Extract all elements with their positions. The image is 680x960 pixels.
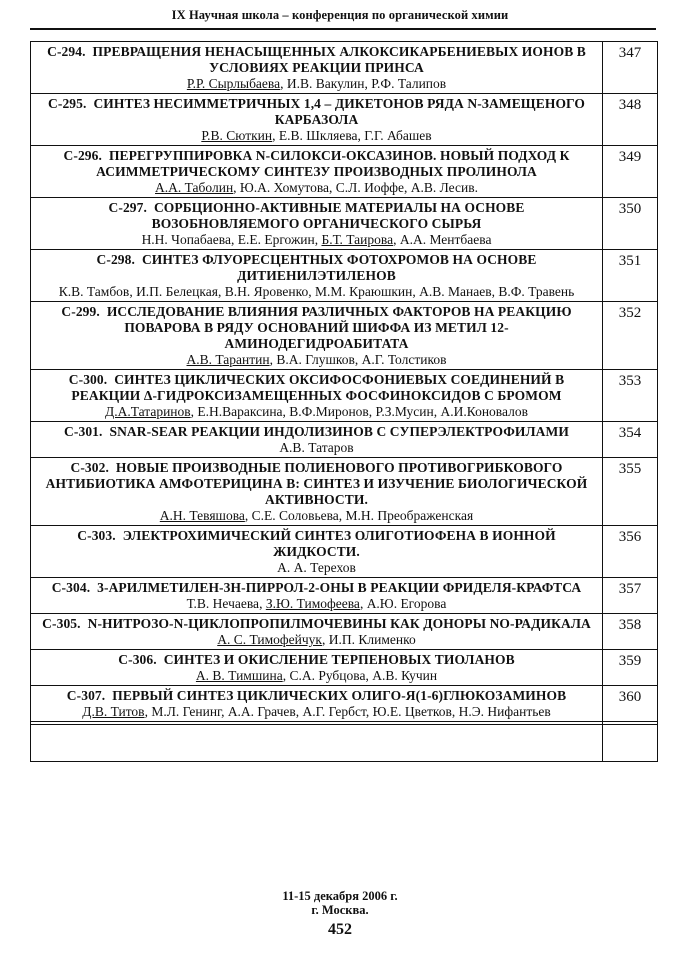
- author-name: Е.Е. Ергожин: [237, 232, 315, 247]
- entry-code: С-302.: [70, 460, 109, 475]
- author-name: С.А. Рубцова: [289, 668, 366, 683]
- entry-cell: [31, 686, 603, 722]
- author-name: И.В. Вакулин: [286, 76, 365, 91]
- entry-title-text: ПЕРВЫЙ СИНТЕЗ ЦИКЛИЧЕСКИХ ОЛИГО-Я(1-6)ГЛЮКОЗАМИНОВ: [112, 688, 567, 703]
- contents-row: [31, 370, 658, 422]
- contents-row: [31, 614, 658, 650]
- author-name: А.А. Таболин: [155, 180, 234, 195]
- entry-title: [31, 526, 602, 560]
- entry-title: [31, 198, 602, 232]
- author-name: А.В. Татаров: [279, 440, 354, 455]
- author-name: А.И.Коновалов: [440, 404, 528, 419]
- entry-code: С-299.: [61, 304, 100, 319]
- contents-row: [31, 650, 658, 686]
- entry-title: [31, 578, 602, 596]
- entry-title-text: ПРЕВРАЩЕНИЯ НЕНАСЫЩЕННЫХ АЛКОКСИКАРБЕНИЕВЫХ ИОНОВ В УСЛОВИЯХ РЕАКЦИИ ПРИНСА: [92, 44, 586, 75]
- entry-authors: Д.А.Татаринов, Е.Н.Вараксина, В.Ф.Миронов, Р.З.Мусин, А.И.Коновалов: [105, 404, 528, 419]
- entry-title-text: СИНТЕЗ ЦИКЛИЧЕСКИХ ОКСИФОСФОНИЕВЫХ СОЕДИНЕНИЙ В РЕАКЦИИ Δ-ГИДРОКСИЗАМЕЩЕННЫХ ФОСФИНОКСИДОВ С БРОМОМ: [71, 372, 565, 403]
- blank-cell: [31, 725, 603, 762]
- page-ref: 351: [603, 250, 658, 302]
- entry-cell: [31, 302, 603, 370]
- entry-code: С-304.: [51, 580, 91, 595]
- entry-title-text: ПЕРЕГРУППИРОВКА N-СИЛОКСИ-ОКСАЗИНОВ. НОВЫЙ ПОДХОД К АСИММЕТРИЧЕСКОМУ СИНТЕЗУ ПРОИЗВОДНЫХ ПРОЛИНОЛА: [96, 148, 570, 179]
- author-name: Н.Н. Чопабаева: [141, 232, 231, 247]
- author-name: С.Е. Соловьева: [251, 508, 339, 523]
- author-name: В.Ф. Травень: [498, 284, 575, 299]
- entry-cell: [31, 578, 603, 614]
- author-name: А.А. Грачев: [227, 704, 296, 719]
- header-rule: [30, 28, 656, 30]
- entry-cell: [31, 614, 603, 650]
- entry-title-text: СИНТЕЗ НЕСИММЕТРИЧНЫХ 1,4 – ДИКЕТОНОВ РЯДА N-ЗАМЕЩЕНОГО КАРБАЗОЛА: [93, 96, 585, 127]
- conference-dates: 11-15 декабря 2006 г.: [282, 889, 398, 903]
- author-name: Р.З.Мусин: [375, 404, 434, 419]
- author-name: А.Н. Тевяшова: [159, 508, 245, 523]
- entry-cell: [31, 94, 603, 146]
- author-name: А.В. Манаев: [419, 284, 492, 299]
- entry-cell: [31, 146, 603, 198]
- entry-title-text: СОРБЦИОННО-АКТИВНЫЕ МАТЕРИАЛЫ НА ОСНОВЕ ВОЗОБНОВЛЯЕМОГО ОРГАНИЧЕСКОГО СЫРЬЯ: [151, 200, 525, 231]
- author-name: М.Н. Преображенская: [345, 508, 474, 523]
- entry-title: [31, 458, 602, 508]
- entry-authors: [31, 560, 602, 577]
- page-ref: 357: [603, 578, 658, 614]
- entry-code: С-307.: [66, 688, 106, 703]
- entry-code: С-294.: [47, 44, 86, 59]
- author-name: Ю.А. Хомутова: [239, 180, 330, 195]
- entry-authors: [31, 440, 602, 457]
- entry-authors: А. С. Тимофейчук, И.П. Клименко: [217, 632, 416, 647]
- entry-title: [31, 302, 602, 352]
- contents-table: [30, 41, 658, 762]
- entry-title-text: ИССЛЕДОВАНИЕ ВЛИЯНИЯ РАЗЛИЧНЫХ ФАКТОРОВ НА РЕАКЦИЮ ПОВАРОВА В РЯДУ ОСНОВАНИЙ ШИФФА ИЗ МЕТИЛ 12-АМИНОДЕГИДРОАБИТАТА: [106, 304, 572, 351]
- page-ref: 353: [603, 370, 658, 422]
- contents-row: [31, 422, 658, 458]
- author-name: А. А. Терехов: [277, 560, 356, 575]
- page-ref: 359: [603, 650, 658, 686]
- entry-title-text: СИНТЕЗ И ОКИСЛЕНИЕ ТЕРПЕНОВЫХ ТИОЛАНОВ: [163, 652, 515, 667]
- contents-row: [31, 526, 658, 578]
- entry-title-text: ЭЛЕКТРОХИМИЧЕСКИЙ СИНТЕЗ ОЛИГОТИОФЕНА В ИОННОЙ ЖИДКОСТИ.: [122, 528, 556, 559]
- entry-cell: [31, 650, 603, 686]
- conference-city: г. Москва.: [311, 903, 369, 917]
- contents-row: [31, 302, 658, 370]
- contents-row: [31, 42, 658, 94]
- entry-title: [31, 94, 602, 128]
- contents-row: [31, 250, 658, 302]
- entry-authors: Р.В. Сюткин, Е.В. Шкляева, Г.Г. Абашев: [201, 128, 432, 143]
- page-ref: 348: [603, 94, 658, 146]
- entry-title-text: SNAR-SEAR РЕАКЦИИ ИНДОЛИЗИНОВ С СУПЕРЭЛЕКТРОФИЛАМИ: [109, 424, 569, 439]
- entry-code: С-303.: [77, 528, 116, 543]
- entry-cell: [31, 458, 603, 526]
- author-name: Р.Р. Сырлыбаева: [186, 76, 281, 91]
- author-name: В.Ф.Миронов: [289, 404, 369, 419]
- page-ref: 347: [603, 42, 658, 94]
- entry-title-text: 3-АРИЛМЕТИЛЕН-3Н-ПИРРОЛ-2-ОНЫ В РЕАКЦИИ ФРИДЕЛЯ-КРАФТСА: [97, 580, 582, 595]
- entry-cell: [31, 370, 603, 422]
- page-ref: 352: [603, 302, 658, 370]
- author-name: В.Н. Яровенко: [224, 284, 309, 299]
- entry-title: [31, 686, 602, 704]
- contents-body: [31, 42, 658, 762]
- author-name: Д.А.Татаринов: [105, 404, 191, 419]
- entry-authors: Д.В. Титов, М.Л. Генинг, А.А. Грачев, А.Г. Гербст, Ю.Е. Цветков, Н.Э. Нифантьев: [82, 704, 551, 719]
- author-name: А.В. Лесив.: [410, 180, 478, 195]
- entry-title: [31, 614, 602, 632]
- author-name: А.Г. Гербст: [302, 704, 366, 719]
- page-number: 452: [328, 921, 352, 938]
- entry-authors: А.Н. Тевяшова, С.Е. Соловьева, М.Н. Преображенская: [159, 508, 474, 523]
- entry-cell: [31, 250, 603, 302]
- entry-code: С-295.: [48, 96, 87, 111]
- entry-authors: Т.В. Нечаева, З.Ю. Тимофеева, А.Ю. Егорова: [186, 596, 447, 611]
- entry-code: С-296.: [63, 148, 102, 163]
- entry-code: С-306.: [118, 652, 157, 667]
- contents-row: [31, 146, 658, 198]
- page-ref: 350: [603, 198, 658, 250]
- author-name: Т.В. Нечаева: [186, 596, 260, 611]
- entry-title-text: СИНТЕЗ ФЛУОРЕСЦЕНТНЫХ ФОТОХРОМОВ НА ОСНОВЕ ДИТИЕНИЛЭТИЛЕНОВ: [141, 252, 537, 283]
- entry-code: С-300.: [68, 372, 108, 387]
- author-name: А. С. Тимофейчук: [217, 632, 322, 647]
- entry-cell: [31, 42, 603, 94]
- running-header: IX Научная школа – конференция по органической химии: [171, 8, 509, 22]
- entry-title: [31, 42, 602, 76]
- entry-authors: А.В. Тарантин, В.А. Глушков, А.Г. Толстиков: [186, 352, 447, 367]
- entry-title: [31, 650, 602, 668]
- entry-cell: [31, 198, 603, 250]
- entry-title: [31, 370, 602, 404]
- entry-authors: Р.Р. Сырлыбаева, И.В. Вакулин, Р.Ф. Талипов: [186, 76, 447, 91]
- entry-code: С-305.: [42, 616, 81, 631]
- contents-row: [31, 198, 658, 250]
- author-name: Г.Г. Абашев: [364, 128, 432, 143]
- author-name: И.П. Клименко: [328, 632, 416, 647]
- entry-authors: А. В. Тимшина, С.А. Рубцова, А.В. Кучин: [195, 668, 438, 683]
- contents-row: [31, 686, 658, 722]
- entry-code: С-298.: [96, 252, 135, 267]
- author-name: А. В. Тимшина: [195, 668, 283, 683]
- author-name: А.В. Кучин: [372, 668, 438, 683]
- page-ref: 360: [603, 686, 658, 722]
- entry-code: С-297.: [108, 200, 147, 215]
- page-ref: 356: [603, 526, 658, 578]
- page-ref: 354: [603, 422, 658, 458]
- author-name: И.П. Белецкая: [136, 284, 218, 299]
- entry-authors: К.В. Тамбов, И.П. Белецкая, В.Н. Яровенко, М.М. Краюшкин, А.В. Манаев, В.Ф. Травень: [58, 284, 575, 299]
- author-name: Н.Э. Нифантьев: [458, 704, 551, 719]
- page-ref: 349: [603, 146, 658, 198]
- entry-cell: [31, 422, 603, 458]
- author-name: А.А. Ментбаева: [399, 232, 492, 247]
- blank-cell: [603, 725, 658, 762]
- author-name: Е.Н.Вараксина: [197, 404, 283, 419]
- entry-cell: [31, 526, 603, 578]
- entry-authors: А.А. Таболин, Ю.А. Хомутова, С.Л. Иоффе, А.В. Лесив.: [155, 180, 478, 195]
- page-ref: 358: [603, 614, 658, 650]
- entry-title: [31, 146, 602, 180]
- author-name: К.В. Тамбов: [58, 284, 130, 299]
- author-name: Е.В. Шкляева: [278, 128, 358, 143]
- entry-title-text: НОВЫЕ ПРОИЗВОДНЫЕ ПОЛИЕНОВОГО ПРОТИВОГРИБКОВОГО АНТИБИОТИКА АМФОТЕРИЦИНА В: СИНТЕЗ И ИЗУЧЕНИЕ БИОЛОГИЧЕСКОЙ АКТИВНОСТИ.: [45, 460, 588, 507]
- entry-title-text: N-НИТРОЗО-N-ЦИКЛОПРОПИЛМОЧЕВИНЫ КАК ДОНОРЫ NO-РАДИКАЛА: [87, 616, 591, 631]
- page-ref: 355: [603, 458, 658, 526]
- author-name: Р.Ф. Талипов: [371, 76, 447, 91]
- author-name: Р.В. Сюткин: [201, 128, 273, 143]
- entry-code: С-301.: [64, 424, 103, 439]
- author-name: Б.Т. Таирова: [321, 232, 394, 247]
- author-name: М.Л. Генинг: [151, 704, 222, 719]
- contents-row: [31, 578, 658, 614]
- author-name: А.В. Тарантин: [186, 352, 270, 367]
- entry-title: [31, 250, 602, 284]
- contents-row: [31, 458, 658, 526]
- author-name: А.Г. Толстиков: [361, 352, 447, 367]
- author-name: С.Л. Иоффе: [335, 180, 404, 195]
- author-name: А.Ю. Егорова: [366, 596, 447, 611]
- contents-row: [31, 94, 658, 146]
- author-name: З.Ю. Тимофеева: [265, 596, 360, 611]
- blank-row: [31, 725, 658, 762]
- author-name: Д.В. Титов: [82, 704, 145, 719]
- entry-title: [31, 422, 602, 440]
- author-name: В.А. Глушков: [276, 352, 355, 367]
- entry-authors: Н.Н. Чопабаева, Е.Е. Ергожин, Б.Т. Таирова, А.А. Ментбаева: [141, 232, 492, 247]
- author-name: Ю.Е. Цветков: [372, 704, 452, 719]
- author-name: М.М. Краюшкин: [314, 284, 413, 299]
- footer: [30, 889, 650, 917]
